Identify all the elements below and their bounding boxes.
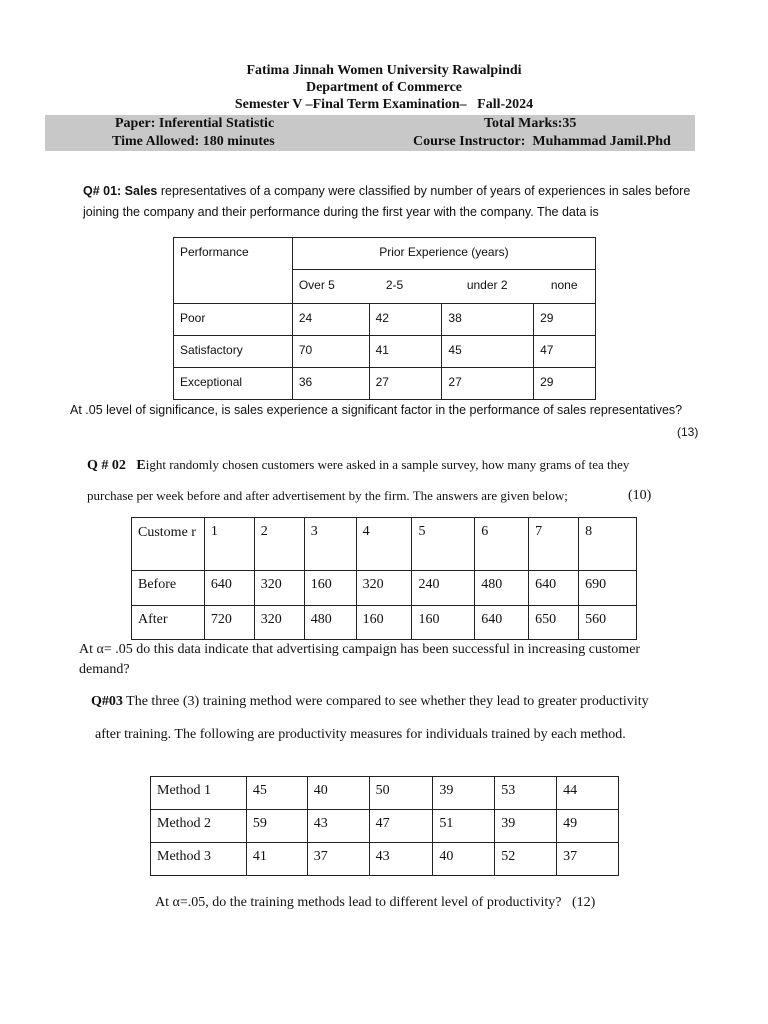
- table-cell: 29: [534, 368, 596, 400]
- q2-marks: (10): [628, 488, 652, 503]
- table-cell: 320: [356, 571, 412, 606]
- table-cell: 27: [442, 368, 534, 400]
- time-allowed: Time Allowed: 180 minutes: [112, 134, 275, 149]
- table-row: [174, 368, 596, 400]
- q1-marks: (13): [677, 425, 699, 439]
- q2-question: [79, 640, 719, 680]
- q1-text-line2: joining the company and their performance during the first year with the company. The data is: [83, 205, 599, 219]
- table-cell: 37: [557, 843, 619, 876]
- table-cell: 44: [557, 777, 619, 810]
- table-cell: 47: [369, 810, 433, 843]
- table-cell: 52: [495, 843, 557, 876]
- q1-label: Q# 01: Sales: [83, 184, 158, 198]
- table-cell: 45: [442, 336, 534, 368]
- table-cell: 39: [433, 777, 495, 810]
- table-cell: 53: [495, 777, 557, 810]
- table-cell: 39: [495, 810, 557, 843]
- q1-row-label: Poor: [174, 304, 293, 336]
- table-cell: 42: [369, 304, 442, 336]
- course-instructor: Course Instructor: Muhammad Jamil.Phd: [413, 134, 671, 149]
- q3-row-label: Method 3: [151, 843, 247, 876]
- table-cell: 320: [254, 571, 304, 606]
- table-cell: 240: [412, 571, 475, 606]
- q1-group-header: Prior Experience (years): [292, 238, 595, 270]
- table-cell: 27: [369, 368, 442, 400]
- q1-question: At .05 level of significance, is sales experience a significant factor in the performance of sales representatives?: [70, 403, 683, 417]
- q1-text-line1: representatives of a company were classified by number of years of experiences in sales before: [157, 184, 691, 198]
- q2-question-line1: At α= .05 do this data indicate that advertising campaign has been successful in increasing customer: [79, 642, 641, 657]
- q3-label: Q#03: [91, 694, 123, 709]
- table-cell: 480: [475, 571, 529, 606]
- table-cell: 720: [204, 606, 254, 640]
- table-cell: 4: [356, 518, 412, 571]
- table-cell: 160: [356, 606, 412, 640]
- q2-text-line1: ight randomly chosen customers were asked in a sample survey, how many grams of tea they: [145, 457, 630, 472]
- table-cell: 40: [307, 777, 369, 810]
- q3-question: At α=.05, do the training methods lead to different level of productivity? (12): [155, 895, 596, 910]
- table-row: [151, 777, 619, 810]
- table-row: [151, 810, 619, 843]
- table-row: [174, 336, 596, 368]
- table-cell: 560: [579, 606, 637, 640]
- table-cell: 640: [204, 571, 254, 606]
- table-cell: 37: [307, 843, 369, 876]
- table-cell: 47: [534, 336, 596, 368]
- table-cell: 24: [292, 304, 369, 336]
- department-name: Department of Commerce: [305, 80, 462, 95]
- table-cell: 480: [304, 606, 356, 640]
- q2-after-label: After: [132, 606, 205, 640]
- q1-col-header: none: [550, 278, 578, 292]
- q2-text-line1-wrap: [87, 457, 707, 474]
- table-cell: 38: [442, 304, 534, 336]
- table-row: [151, 843, 619, 876]
- table-row: [132, 518, 637, 571]
- q3-row-label: Method 2: [151, 810, 247, 843]
- table-row: [174, 304, 596, 336]
- table-cell: 2: [254, 518, 304, 571]
- q2-table: [131, 517, 637, 640]
- q3-text-line2: after training. The following are productivity measures for individuals trained by each method.: [95, 727, 626, 742]
- total-marks: Total Marks:35: [484, 116, 577, 131]
- q3-table: [150, 776, 619, 876]
- table-cell: 6: [475, 518, 529, 571]
- table-cell: 160: [304, 571, 356, 606]
- table-cell: 640: [475, 606, 529, 640]
- table-cell: 640: [529, 571, 579, 606]
- q2-text-line2: purchase per week before and after advertisement by the firm. The answers are given below;: [87, 488, 568, 503]
- q3-text-line1-wrap: [91, 694, 731, 710]
- table-cell: 8: [579, 518, 637, 571]
- q1-row-header: Performance: [174, 238, 293, 304]
- table-cell: 160: [412, 606, 475, 640]
- paper-name: Paper: Inferential Statistic: [115, 116, 275, 131]
- table-cell: 650: [529, 606, 579, 640]
- paper-info-band: [45, 115, 695, 151]
- q1-table: [173, 237, 596, 400]
- q2-first-letter: E: [136, 458, 146, 473]
- table-cell: 49: [557, 810, 619, 843]
- q3-row-label: Method 1: [151, 777, 247, 810]
- table-cell: 29: [534, 304, 596, 336]
- table-row: [132, 606, 637, 640]
- q1-col-header: 2-5: [385, 278, 404, 292]
- q1-row-label: Exceptional: [174, 368, 293, 400]
- q1-text: [83, 181, 703, 223]
- table-cell: 5: [412, 518, 475, 571]
- exam-title: Semester V –Final Term Examination– Fall-2024: [234, 97, 534, 112]
- q1-col-header: under 2: [466, 278, 508, 292]
- table-cell: 7: [529, 518, 579, 571]
- table-cell: 40: [433, 843, 495, 876]
- table-row: [132, 571, 637, 606]
- university-name: Fatima Jinnah Women University Rawalpindi: [246, 63, 522, 78]
- table-cell: 3: [304, 518, 356, 571]
- table-cell: 320: [254, 606, 304, 640]
- table-cell: 36: [292, 368, 369, 400]
- q2-question-line2: demand?: [79, 662, 130, 677]
- table-cell: 70: [292, 336, 369, 368]
- table-cell: 690: [579, 571, 637, 606]
- table-cell: 50: [369, 777, 433, 810]
- table-cell: 45: [246, 777, 307, 810]
- table-cell: 41: [246, 843, 307, 876]
- table-cell: 1: [204, 518, 254, 571]
- table-cell: 43: [369, 843, 433, 876]
- q3-text-line1: The three (3) training method were compared to see whether they lead to greater productivity: [122, 694, 649, 709]
- q2-label: Q # 02: [87, 458, 126, 473]
- q2-before-label: Before: [132, 571, 205, 606]
- table-cell: 51: [433, 810, 495, 843]
- table-cell: 41: [369, 336, 442, 368]
- q1-column-headers: [292, 270, 595, 304]
- q1-row-label: Satisfactory: [174, 336, 293, 368]
- table-cell: 43: [307, 810, 369, 843]
- table-cell: 59: [246, 810, 307, 843]
- q1-col-header: Over 5: [298, 278, 335, 292]
- q2-header-label: Custome r: [132, 518, 205, 571]
